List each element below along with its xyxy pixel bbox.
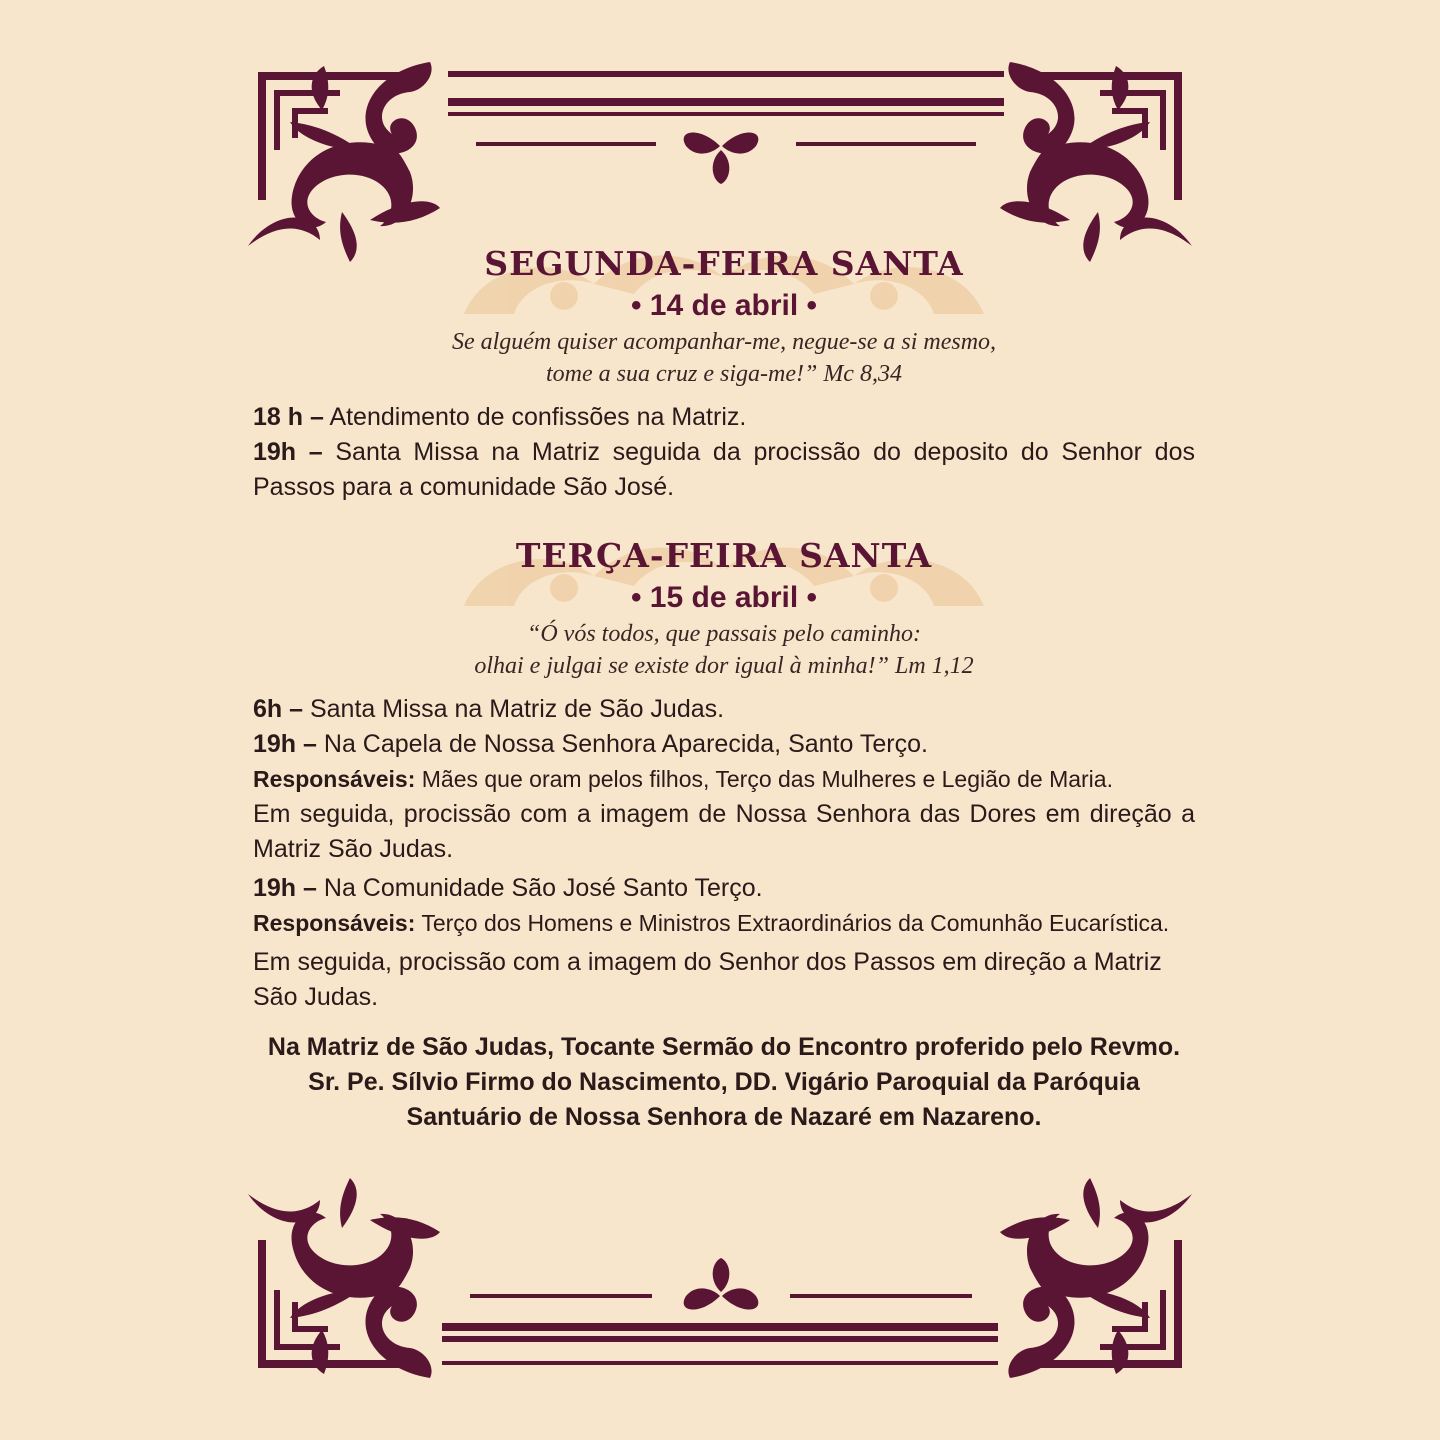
closing-line-3: Santuário de Nossa Senhora de Nazaré em Nazareno. xyxy=(406,1103,1042,1131)
responsible-line xyxy=(253,762,1195,797)
schedule-time: 6h – xyxy=(253,695,304,723)
schedule-time: 19h – xyxy=(253,438,323,466)
tuesday-section xyxy=(253,534,1195,1015)
tuesday-schedule xyxy=(253,692,1195,1015)
schedule-time: 18 h – xyxy=(253,403,324,431)
monday-verse-line-2: tome a sua cruz e siga-me!” Mc 8,34 xyxy=(546,361,902,387)
schedule-time: 19h – xyxy=(253,730,317,758)
schedule-item xyxy=(253,727,1195,762)
responsible-label: Responsáveis: xyxy=(253,910,416,936)
tuesday-date: • 15 de abril • xyxy=(630,581,818,614)
schedule-item xyxy=(253,692,1195,727)
schedule-text: Santa Missa na Matriz de São Judas. xyxy=(303,695,725,723)
monday-verse-line-1: Se alguém quiser acompanhar-me, negue-se a si mesmo, xyxy=(451,329,997,355)
responsible-line xyxy=(253,906,1195,941)
schedule-time: 19h – xyxy=(253,874,317,902)
tuesday-verse-line-2: olhai e julgai se existe dor igual à minha!” Lm 1,12 xyxy=(474,653,974,679)
schedule-item xyxy=(253,400,1195,435)
monday-header xyxy=(253,242,1195,390)
schedule-text: Santa Missa na Matriz seguida da procissão do deposito do Senhor dos Passos para a comunidade São José. xyxy=(253,438,1195,501)
schedule-item xyxy=(253,435,1195,505)
procession-note: Em seguida, procissão com a imagem de Nossa Senhora das Dores em direção a Matriz São Judas. xyxy=(253,800,1195,863)
closing-line-1: Na Matriz de São Judas, Tocante Sermão do Encontro proferido pelo Revmo. xyxy=(267,1033,1181,1061)
monday-schedule xyxy=(253,400,1195,505)
monday-title: SEGUNDA-FEIRA SANTA xyxy=(484,244,964,283)
responsible-label: Responsáveis: xyxy=(253,766,416,792)
schedule-text: Na Comunidade São José Santo Terço. xyxy=(316,874,763,902)
responsible-text: Mães que oram pelos filhos, Terço das Mulheres e Legião de Maria. xyxy=(415,766,1113,792)
tuesday-verse-line-1: “Ó vós todos, que passais pelo caminho: xyxy=(527,621,921,647)
monday-date: • 14 de abril • xyxy=(630,289,818,322)
procession-note: Em seguida, procissão com a imagem do Senhor dos Passos em direção a Matriz São Judas. xyxy=(253,948,1162,1011)
schedule-item xyxy=(253,871,1195,906)
tuesday-header xyxy=(253,534,1195,682)
schedule-text: Atendimento de confissões na Matriz. xyxy=(323,403,747,431)
schedule-text: Na Capela de Nossa Senhora Aparecida, Santo Terço. xyxy=(316,730,928,758)
closing-line-2: Sr. Pe. Sílvio Firmo do Nascimento, DD. Vigário Paroquial da Paróquia xyxy=(308,1068,1140,1096)
monday-section xyxy=(253,242,1195,505)
responsible-text: Terço dos Homens e Ministros Extraordinários da Comunhão Eucarística. xyxy=(415,910,1170,936)
tuesday-title: TERÇA-FEIRA SANTA xyxy=(515,536,933,575)
closing-note xyxy=(253,1030,1195,1135)
